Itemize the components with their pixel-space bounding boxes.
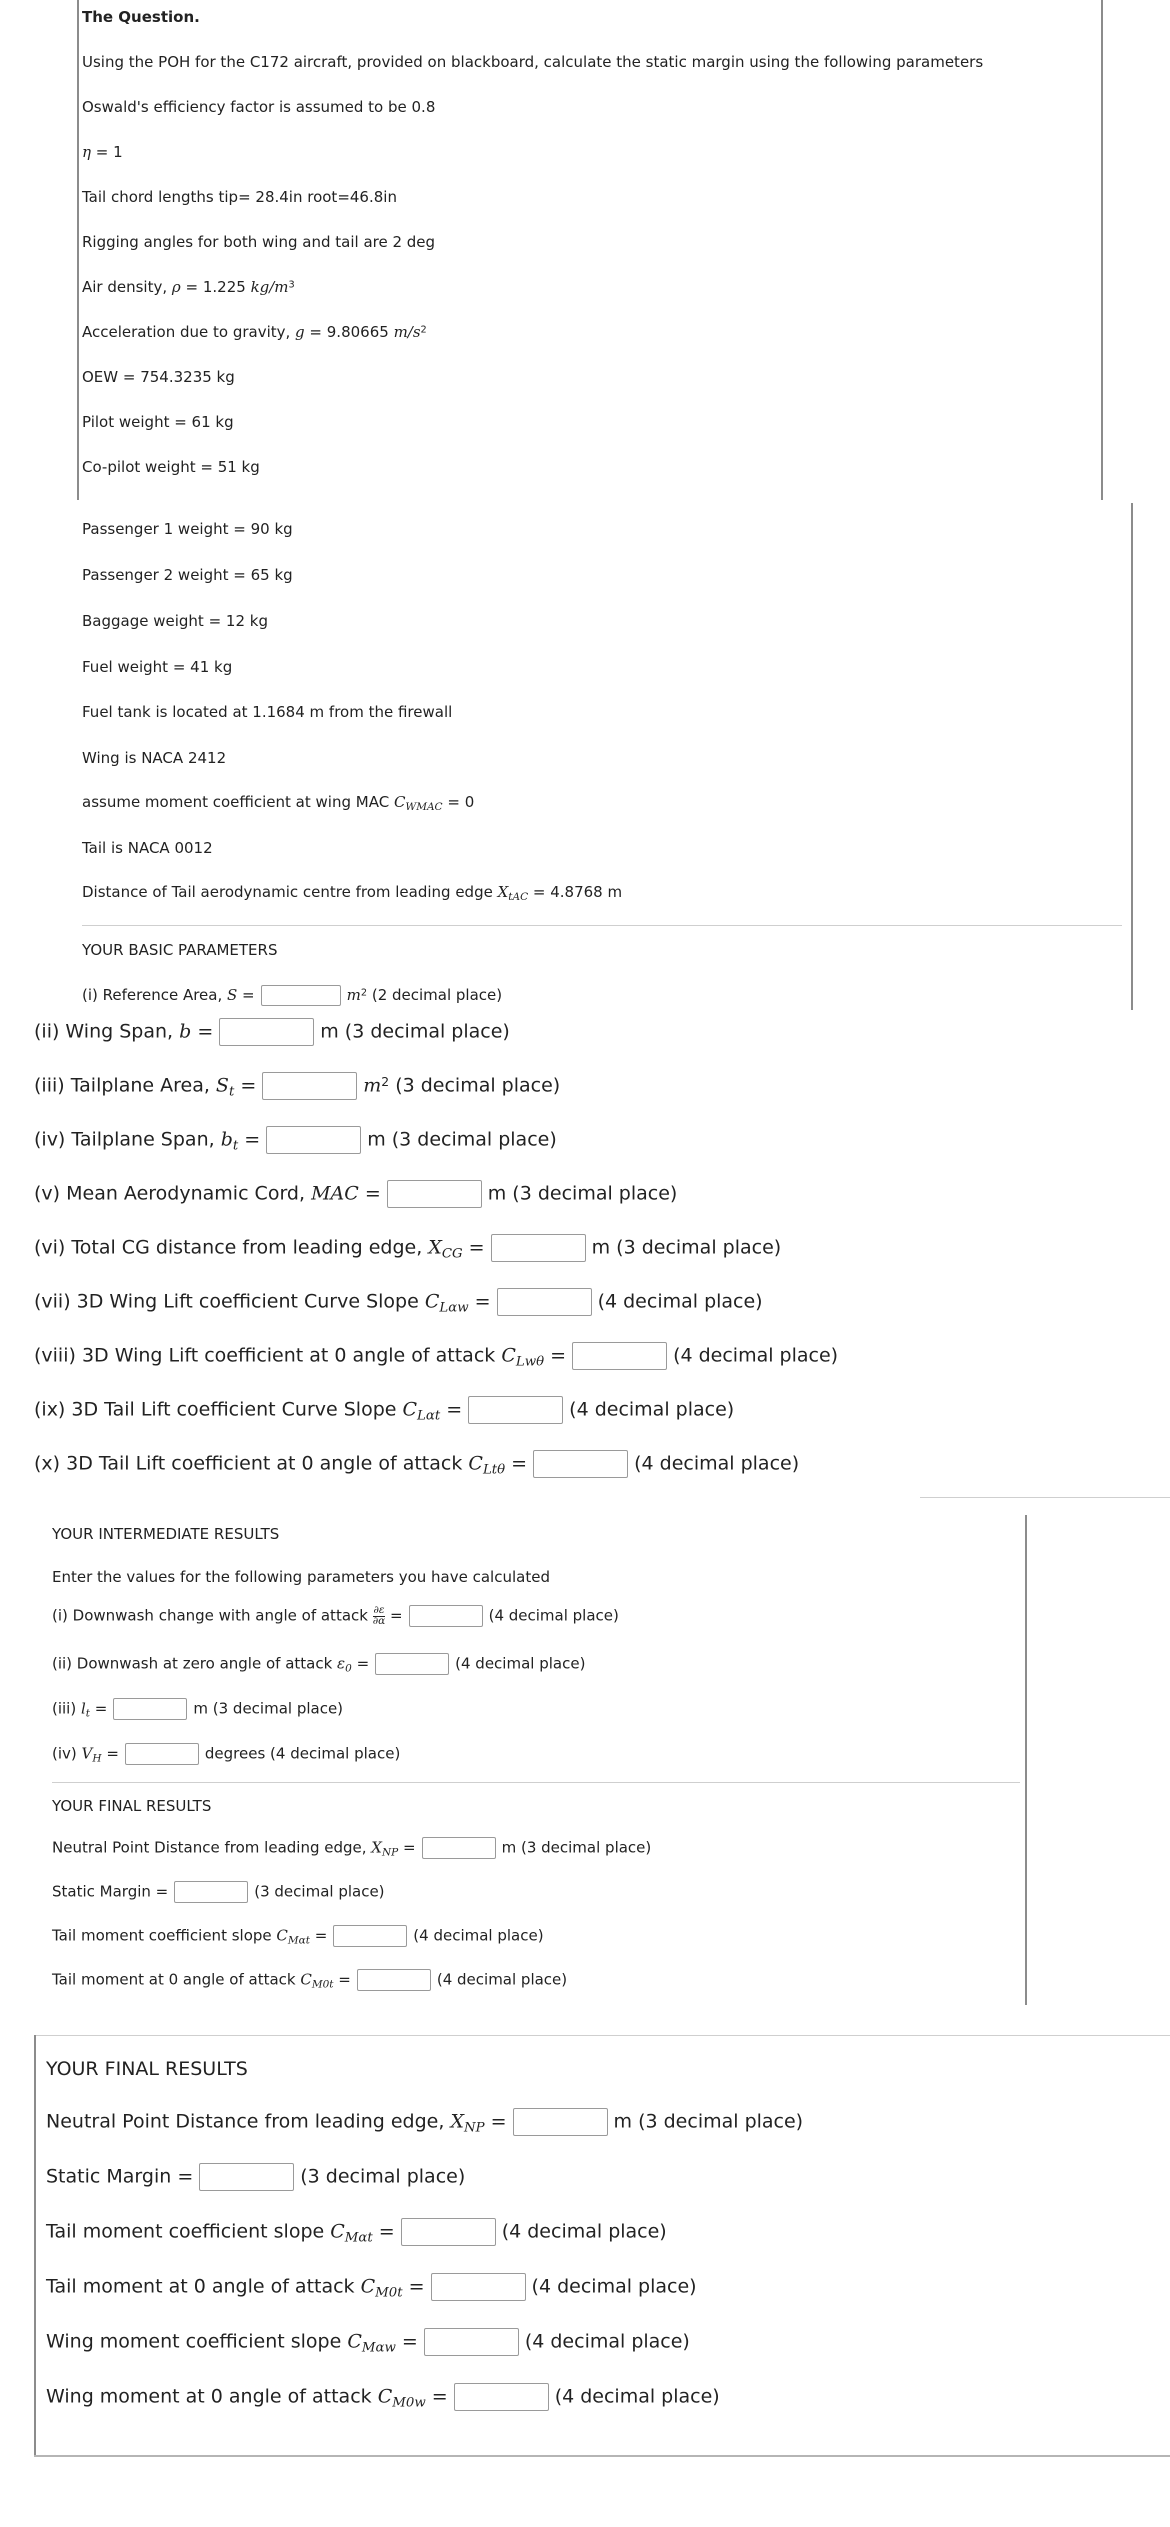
wms-sub: Mαw — [361, 2340, 396, 2356]
sm-eq: = — [155, 1882, 169, 1901]
basic-item-label: (i) Reference Area, — [82, 986, 227, 1004]
tm0-label: Tail moment at 0 angle of attack — [52, 1970, 301, 1989]
basic-item-symbol: C — [501, 1344, 516, 1367]
basic-item-label: (vii) 3D Wing Lift coefficient Curve Slope — [34, 1290, 425, 1313]
basic-item-post: m (3 decimal place) — [487, 1182, 678, 1205]
final-small-np — [52, 1837, 651, 1859]
gravity-value: = 9.80665 — [304, 323, 394, 341]
np-symbol: X — [450, 2110, 464, 2133]
tail-ac-symbol: X — [497, 883, 509, 901]
basic-item-tail-lift-zero — [34, 1450, 799, 1478]
wing-lift-zero-input[interactable] — [572, 1342, 667, 1370]
wm0-symbol: C — [377, 2385, 393, 2408]
downwash-change-label: (i) Downwash change with angle of attack — [52, 1606, 373, 1625]
basic-item-post: m (3 decimal place) — [591, 1236, 782, 1259]
basic-params-list — [34, 1010, 1134, 1490]
basic-item-post: (3 decimal place) — [389, 1074, 561, 1097]
tm0-eq: = — [333, 1970, 351, 1989]
reference-area-input[interactable] — [261, 985, 341, 1006]
tm0-post: (4 decimal place) — [531, 2275, 697, 2298]
basic-item-sub: Ltθ — [482, 1462, 506, 1478]
tail-lift-slope-input[interactable] — [468, 1396, 563, 1424]
eta-value: = 1 — [95, 143, 123, 161]
rigging-angles: Rigging angles for both wing and tail are 2 deg — [82, 233, 436, 251]
final-large-heading: YOUR FINAL RESULTS — [46, 2058, 248, 2080]
final-small-tm0 — [52, 1969, 567, 1991]
downwash-num: ∂ε — [373, 1603, 385, 1616]
basic-item-label: (ii) Wing Span, — [34, 1020, 180, 1043]
wing-moment-value: = 0 — [442, 793, 475, 811]
question-title: The Question. — [82, 8, 200, 26]
tms-label: Tail moment coefficient slope — [46, 2220, 331, 2243]
sm-label: Static Margin — [52, 1882, 156, 1901]
downwash-change-input[interactable] — [409, 1605, 483, 1627]
wing-lift-slope-input[interactable] — [497, 1288, 592, 1316]
downwash-zero-sub: 0 — [345, 1662, 352, 1675]
tm0-symbol: C — [360, 2275, 376, 2298]
air-density-unit: kg/m — [250, 278, 289, 296]
passenger2-weight: Passenger 2 weight = 65 kg — [82, 566, 293, 584]
basic-item-post: (4 decimal place) — [569, 1398, 735, 1421]
basic-item-eq: = — [358, 1182, 381, 1205]
gravity-symbol: g — [295, 323, 305, 341]
basic-item-mac — [34, 1180, 677, 1208]
tailplane-area-input[interactable] — [262, 1072, 357, 1100]
tms-sub: Mαt — [287, 1934, 310, 1947]
final-small-sm — [52, 1881, 385, 1903]
pilot-weight: Pilot weight = 61 kg — [82, 413, 234, 431]
intermediate-instruction: Enter the values for the following parameters you have calculated — [52, 1568, 550, 1586]
basic-item-tailplane-span — [34, 1126, 557, 1154]
final-large-np — [46, 2108, 803, 2136]
left-border-top — [77, 0, 79, 500]
cg-distance-input[interactable] — [491, 1234, 586, 1262]
wm0-eq: = — [425, 2385, 448, 2408]
basic-bottom-divider — [920, 1497, 1170, 1498]
basic-item-symbol: b — [179, 1020, 192, 1043]
final-large-tm0 — [46, 2273, 697, 2301]
downwash-change-post: (4 decimal place) — [488, 1606, 619, 1625]
params-divider — [82, 925, 1122, 926]
tail-volume-sub: H — [92, 1752, 102, 1765]
tms-post: (4 decimal place) — [413, 1926, 544, 1945]
oew: OEW = 754.3235 kg — [82, 368, 235, 386]
wm0-post: (4 decimal place) — [554, 2385, 720, 2408]
tail-volume-post: degrees (4 decimal place) — [204, 1744, 401, 1763]
question-intro: Using the POH for the C172 aircraft, provided on blackboard, calculate the static margin using the following parameters — [82, 53, 984, 71]
intermediate-heading: YOUR INTERMEDIATE RESULTS — [52, 1525, 280, 1543]
basic-item-post: (4 decimal place) — [634, 1452, 800, 1475]
gravity-unit: m/s — [393, 323, 421, 341]
basic-item-unit-exp: 2 — [360, 987, 368, 999]
tail-arm-eq: = — [90, 1699, 108, 1718]
wms-label: Wing moment coefficient slope — [46, 2330, 348, 2353]
basic-item-eq: = — [468, 1290, 491, 1313]
air-density-symbol: ρ — [171, 278, 181, 296]
basic-item-wing-span — [34, 1018, 510, 1046]
tm0-small-input[interactable] — [357, 1969, 431, 1991]
basic-item-unit: m — [346, 986, 361, 1004]
tail-arm-label: (iii) — [52, 1699, 81, 1718]
basic-item-eq: = — [544, 1344, 567, 1367]
tm0-label: Tail moment at 0 angle of attack — [46, 2275, 361, 2298]
tm0-symbol: C — [300, 1970, 312, 1989]
tms-label: Tail moment coefficient slope — [52, 1926, 277, 1945]
tm0-eq: = — [402, 2275, 425, 2298]
tail-ac-value: = 4.8768 m — [528, 883, 623, 901]
np-eq: = — [484, 2110, 507, 2133]
np-symbol: X — [371, 1838, 382, 1857]
tm0-sub: M0t — [375, 2285, 403, 2301]
basic-item-eq: = — [191, 1020, 214, 1043]
basic-item-post: m (3 decimal place) — [367, 1128, 557, 1151]
basic-item-wing-lift-slope — [34, 1288, 763, 1316]
tail-naca: Tail is NACA 0012 — [82, 839, 213, 857]
basic-item-symbol: C — [402, 1398, 418, 1421]
eta-line — [82, 145, 123, 160]
basic-item-symbol: X — [428, 1236, 442, 1259]
tm0-sub: M0t — [311, 1978, 334, 1991]
np-post: m (3 decimal place) — [613, 2110, 804, 2133]
tail-ac-label: Distance of Tail aerodynamic centre from leading edge — [82, 883, 498, 901]
tail-arm — [52, 1698, 343, 1720]
np-sub: NP — [463, 2120, 485, 2136]
wms-post: (4 decimal place) — [524, 2330, 690, 2353]
downwash-change-eq: = — [385, 1606, 403, 1625]
basic-item-sub: CG — [441, 1246, 463, 1262]
tm0-large-input[interactable] — [431, 2273, 526, 2301]
air-density — [82, 280, 295, 295]
final-small-tms — [52, 1925, 544, 1947]
final-large-section — [46, 2036, 1166, 2454]
basic-item-unit: m — [363, 1074, 382, 1097]
tail-volume-label: (iv) — [52, 1744, 82, 1763]
np-label: Neutral Point Distance from leading edge, — [52, 1838, 372, 1857]
basic-item-unit-exp: 2 — [381, 1074, 390, 1089]
downwash-zero-eq: = — [351, 1654, 370, 1673]
tail-arm-post: m (3 decimal place) — [193, 1699, 344, 1718]
final-large-bottom-border — [34, 2455, 1170, 2457]
params-section — [82, 505, 1122, 975]
np-post: m (3 decimal place) — [501, 1838, 652, 1857]
tail-arm-sub: t — [85, 1707, 91, 1720]
np-eq: = — [398, 1838, 416, 1857]
tail-volume — [52, 1743, 400, 1765]
intermediate-section — [52, 1515, 1027, 2005]
sm-post: (3 decimal place) — [254, 1882, 385, 1901]
wing-moment-symbol: C — [393, 793, 406, 811]
tailplane-span-input[interactable] — [266, 1126, 361, 1154]
tail-volume-symbol: V — [81, 1744, 93, 1763]
question-section — [82, 0, 1102, 500]
baggage-weight: Baggage weight = 12 kg — [82, 612, 268, 630]
basic-item-sub: t — [228, 1084, 235, 1100]
basic-item-eq: = — [238, 1128, 261, 1151]
basic-item-label: (x) 3D Tail Lift coefficient at 0 angle of attack — [34, 1452, 469, 1475]
downwash-zero-input[interactable] — [375, 1653, 449, 1675]
basic-item-symbol: C — [424, 1290, 440, 1313]
basic-item-sub: Lαw — [439, 1300, 469, 1316]
basic-item-symbol: b — [220, 1128, 233, 1151]
final-large-wms — [46, 2328, 690, 2356]
basic-item-symbol: S — [227, 986, 238, 1004]
basic-item-label: (iv) Tailplane Span, — [34, 1128, 221, 1151]
intermediate-divider — [52, 1782, 1020, 1783]
downwash-fraction — [372, 1603, 386, 1627]
basic-item-wing-lift-zero — [34, 1342, 838, 1370]
right-border-mid — [1131, 503, 1133, 1010]
downwash-zero-label: (ii) Downwash at zero angle of attack — [52, 1654, 338, 1673]
wms-large-input[interactable] — [424, 2328, 519, 2356]
wm0-sub: M0w — [392, 2395, 426, 2411]
tms-eq: = — [309, 1926, 328, 1945]
tm0-post: (4 decimal place) — [436, 1970, 568, 1989]
basic-item-post: (2 decimal place) — [367, 986, 503, 1004]
tail-ac-sub: tAC — [508, 891, 529, 904]
tail-lift-zero-input[interactable] — [533, 1450, 628, 1478]
downwash-zero — [52, 1653, 585, 1675]
basic-item-label: (viii) 3D Wing Lift coefficient at 0 angle of attack — [34, 1344, 502, 1367]
tms-symbol: C — [330, 2220, 345, 2243]
wms-symbol: C — [347, 2330, 362, 2353]
basic-item-eq: = — [440, 1398, 463, 1421]
tms-small-input[interactable] — [333, 1925, 407, 1947]
basic-item-tail-lift-slope — [34, 1396, 734, 1424]
wm0-large-input[interactable] — [454, 2383, 549, 2411]
wing-span-input[interactable] — [219, 1018, 314, 1046]
fuel-tank-location: Fuel tank is located at 1.1684 m from the firewall — [82, 703, 453, 721]
sm-label: Static Margin — [46, 2165, 178, 2188]
basic-item-eq: = — [234, 1074, 257, 1097]
wm0-label: Wing moment at 0 angle of attack — [46, 2385, 378, 2408]
basic-params-heading: YOUR BASIC PARAMETERS — [82, 941, 278, 959]
basic-item-post: m (3 decimal place) — [320, 1020, 510, 1043]
copilot-weight: Co-pilot weight = 51 kg — [82, 458, 260, 476]
np-sub: NP — [381, 1846, 399, 1859]
tms-symbol: C — [276, 1926, 288, 1945]
basic-item-cg-distance — [34, 1234, 781, 1262]
sm-eq: = — [177, 2165, 194, 2188]
mac-input[interactable] — [387, 1180, 482, 1208]
sm-small-input[interactable] — [174, 1881, 248, 1903]
basic-item-post: (4 decimal place) — [597, 1290, 763, 1313]
basic-item-sub: Lαt — [417, 1408, 441, 1424]
basic-item-eq: = — [505, 1452, 528, 1475]
wing-moment-sub: WMAC — [405, 801, 443, 814]
np-small-input[interactable] — [422, 1837, 496, 1859]
basic-item-eq: = — [462, 1236, 485, 1259]
downwash-change — [52, 1605, 619, 1627]
basic-item-label: (iii) Tailplane Area, — [34, 1074, 216, 1097]
tms-sub: Mαt — [344, 2230, 373, 2246]
final-large-left-border — [34, 2035, 36, 2455]
tms-eq: = — [372, 2220, 395, 2243]
tms-post: (4 decimal place) — [501, 2220, 667, 2243]
passenger1-weight: Passenger 1 weight = 90 kg — [82, 520, 293, 538]
tail-arm-input[interactable] — [113, 1698, 187, 1720]
basic-item-symbol: S — [215, 1074, 229, 1097]
final-large-wm0 — [46, 2383, 720, 2411]
sm-post: (3 decimal place) — [300, 2165, 466, 2188]
gravity — [82, 325, 427, 340]
wms-eq: = — [395, 2330, 418, 2353]
wing-naca: Wing is NACA 2412 — [82, 749, 227, 767]
tms-large-input[interactable] — [401, 2218, 496, 2246]
basic-item-tailplane-area — [34, 1072, 560, 1100]
wing-moment-coefficient — [82, 795, 474, 813]
basic-item-post: (4 decimal place) — [673, 1344, 839, 1367]
sm-large-input[interactable] — [199, 2163, 294, 2191]
gravity-exp: 2 — [420, 324, 427, 336]
basic-item-sub: t — [232, 1138, 239, 1154]
tail-volume-eq: = — [101, 1744, 119, 1763]
air-density-label: Air density, — [82, 278, 172, 296]
wing-moment-label: assume moment coefficient at wing MAC — [82, 793, 394, 811]
gravity-label: Acceleration due to gravity, — [82, 323, 296, 341]
downwash-zero-post: (4 decimal place) — [455, 1654, 586, 1673]
final-small-heading: YOUR FINAL RESULTS — [52, 1797, 212, 1815]
air-density-exp: 3 — [288, 279, 295, 291]
fuel-weight: Fuel weight = 41 kg — [82, 658, 233, 676]
final-large-tms — [46, 2218, 667, 2246]
basic-item-symbol: C — [468, 1452, 483, 1475]
downwash-den: ∂α — [372, 1614, 386, 1627]
np-large-input[interactable] — [513, 2108, 608, 2136]
tail-ac-distance — [82, 885, 622, 903]
tail-arm-symbol: l — [80, 1699, 86, 1718]
oswald-factor: Oswald's efficiency factor is assumed to be 0.8 — [82, 98, 436, 116]
basic-item-label: (vi) Total CG distance from leading edge, — [34, 1236, 429, 1259]
air-density-value: = 1.225 — [180, 278, 251, 296]
basic-item-label: (ix) 3D Tail Lift coefficient Curve Slope — [34, 1398, 403, 1421]
np-label: Neutral Point Distance from leading edge, — [46, 2110, 451, 2133]
final-large-sm — [46, 2163, 465, 2191]
basic-item-label: (v) Mean Aerodynamic Cord, — [34, 1182, 312, 1205]
basic-item-reference-area — [82, 985, 502, 1006]
eta-symbol: η — [82, 143, 91, 161]
downwash-zero-symbol: ε — [337, 1654, 346, 1673]
basic-item-sub: Lwθ — [515, 1354, 545, 1370]
tail-volume-input[interactable] — [125, 1743, 199, 1765]
tail-chord: Tail chord lengths tip= 28.4in root=46.8in — [82, 188, 397, 206]
basic-item-symbol: MAC — [311, 1182, 359, 1205]
basic-item-eq: = — [237, 986, 255, 1004]
